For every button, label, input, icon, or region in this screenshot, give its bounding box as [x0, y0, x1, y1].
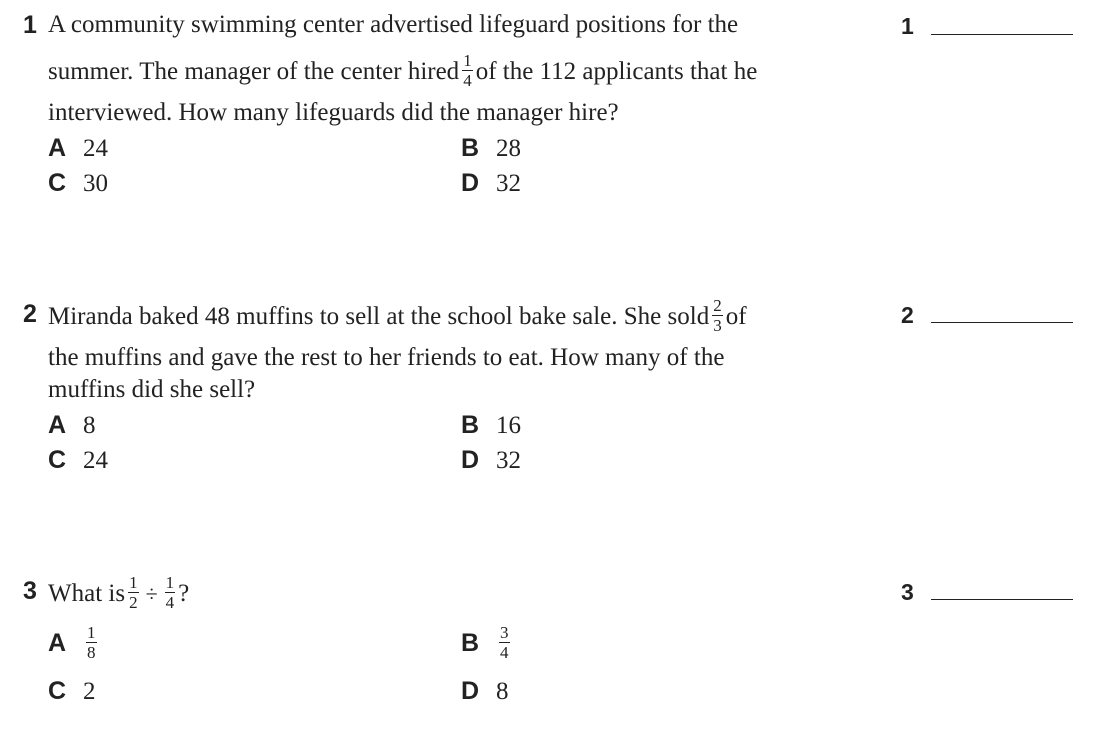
choice-letter: A	[48, 629, 67, 658]
choice-c[interactable]	[48, 446, 108, 475]
stem-text: What is	[48, 580, 126, 608]
stem-text: ?	[178, 580, 190, 608]
choice-value: 24	[83, 135, 108, 162]
stem-line	[48, 51, 758, 92]
stem-line	[48, 573, 190, 614]
question-number: 3	[23, 577, 37, 605]
question-number: 2	[23, 300, 37, 328]
choice-c[interactable]	[48, 169, 108, 198]
choice-letter: C	[48, 446, 67, 474]
choice-a[interactable]	[48, 411, 96, 440]
answer-number: 3	[901, 579, 914, 605]
stem-text: of the 112 applicants that he	[475, 58, 758, 86]
choice-d[interactable]	[461, 677, 509, 706]
answer-blank[interactable]	[931, 599, 1073, 600]
choice-value: 16	[496, 412, 521, 439]
choice-b[interactable]	[461, 623, 513, 664]
choice-value: 8	[83, 412, 96, 439]
choice-letter: B	[461, 629, 480, 658]
choice-value: 8	[496, 678, 509, 705]
fraction-denominator: 2	[129, 593, 138, 612]
answer-blank[interactable]	[931, 322, 1073, 323]
choice-a[interactable]	[48, 134, 108, 163]
fraction	[499, 624, 510, 661]
stem-line: the muffins and gave the rest to her friends to eat. How many of the	[48, 344, 725, 371]
fraction-denominator: 4	[165, 593, 175, 612]
fraction-numerator: 2	[713, 296, 722, 315]
choice-b[interactable]	[461, 134, 521, 163]
choice-value: 24	[83, 447, 108, 474]
fraction	[128, 574, 139, 611]
choice-value: 2	[83, 678, 96, 705]
choice-letter: A	[48, 134, 67, 162]
fraction-denominator: 3	[713, 316, 722, 335]
stem-line	[48, 296, 747, 337]
choice-letter: C	[48, 169, 67, 197]
stem-text: Miranda baked 48 muffins to sell at the school bake sale. She sold	[48, 303, 710, 331]
fraction-denominator: 8	[87, 643, 96, 662]
choice-value: 30	[83, 170, 108, 197]
choice-letter: D	[461, 677, 480, 705]
fraction	[712, 297, 723, 334]
choice-d[interactable]	[461, 169, 521, 198]
fraction	[462, 52, 473, 89]
stem-line: muffins did she sell?	[48, 376, 256, 403]
stem-text: of	[725, 303, 747, 331]
fraction	[86, 624, 97, 661]
question-number: 1	[23, 11, 37, 39]
stem-text: summer. The manager of the center hired	[48, 58, 460, 86]
choice-value: 32	[496, 170, 521, 197]
answer-blank[interactable]	[931, 34, 1073, 35]
fraction-denominator: 4	[463, 71, 472, 90]
choice-letter: D	[461, 169, 480, 197]
choice-value: 32	[496, 447, 521, 474]
fraction-denominator: 4	[500, 643, 509, 662]
fraction-numerator: 1	[165, 573, 175, 592]
fraction-numerator: 1	[87, 623, 96, 642]
fraction-numerator: 1	[129, 573, 138, 592]
choice-letter: A	[48, 411, 67, 439]
choice-b[interactable]	[461, 411, 521, 440]
stem-line: A community swimming center advertised lifeguard positions for the	[48, 11, 739, 38]
choice-c[interactable]	[48, 677, 96, 706]
fraction-numerator: 3	[500, 623, 509, 642]
choice-letter: C	[48, 677, 67, 705]
fraction-numerator: 1	[463, 51, 472, 70]
fraction	[165, 574, 176, 611]
answer-number: 1	[901, 13, 914, 39]
choice-letter: B	[461, 411, 480, 439]
choice-d[interactable]	[461, 446, 521, 475]
choice-letter: D	[461, 446, 480, 474]
division-operator: ÷	[145, 581, 158, 607]
choice-value: 28	[496, 135, 521, 162]
answer-number: 2	[901, 302, 914, 328]
choice-a[interactable]	[48, 623, 100, 664]
stem-line: interviewed. How many lifeguards did the manager hire?	[48, 99, 619, 126]
choice-letter: B	[461, 134, 480, 162]
